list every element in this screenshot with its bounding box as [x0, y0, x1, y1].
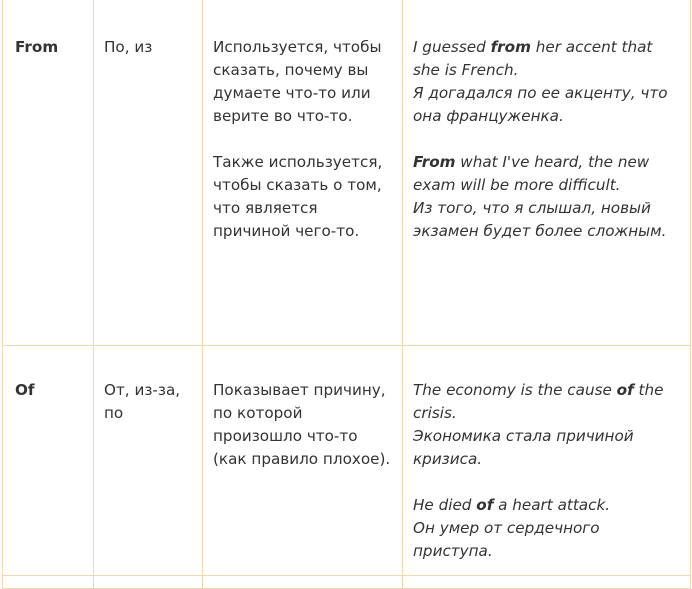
usage-text: Показывает причину, по которой произошло что-то (как правило плохое).	[213, 381, 391, 468]
example-en	[413, 379, 680, 425]
example-en-after: what I've heard, the new exam will be more difficult.	[413, 153, 650, 194]
empty-cell	[203, 576, 403, 589]
paragraph-gap	[413, 471, 680, 494]
example-ru: Экономика стала причиной кризиса.	[413, 427, 634, 468]
example-en-before: He died	[413, 496, 477, 514]
preposition-table	[2, 0, 691, 589]
paragraph-gap	[413, 128, 680, 151]
usage-text: Также используется, чтобы сказать о том, что является причиной чего-то.	[213, 153, 383, 240]
paragraph-gap	[213, 128, 392, 151]
example-keyword: of	[616, 381, 634, 399]
empty-cell	[3, 576, 94, 589]
usage-cell	[203, 0, 403, 346]
example-en-before: I guessed	[413, 38, 491, 56]
examples-cell	[403, 0, 691, 346]
example-en	[413, 494, 680, 517]
example-keyword: of	[476, 496, 494, 514]
table-row	[3, 0, 691, 346]
example-keyword: from	[490, 38, 531, 56]
example-en-before: The economy is the cause	[413, 381, 617, 399]
example-en-after: a heart attack.	[493, 496, 611, 514]
table-row	[3, 346, 691, 576]
translation-cell: По, из	[94, 0, 203, 346]
example-en-after: the crisis.	[413, 381, 664, 422]
empty-cell	[94, 576, 203, 589]
word-cell: From	[3, 0, 94, 346]
example-en	[413, 151, 680, 197]
translation-cell: От, из-за, по	[94, 346, 203, 576]
usage-text: Используется, чтобы сказать, почему вы думаете что-то или верите во что-то.	[213, 38, 382, 125]
word-cell: Of	[3, 346, 94, 576]
empty-cell	[403, 576, 691, 589]
usage-cell	[203, 346, 403, 576]
table-row-partial	[3, 576, 691, 589]
example-keyword: From	[413, 153, 456, 171]
examples-cell	[403, 346, 691, 576]
example-ru: Я догадался по ее акценту, что она француженка.	[413, 84, 668, 125]
example-ru: Из того, что я слышал, новый экзамен будет более сложным.	[413, 199, 667, 240]
example-en-after: her accent that she is French.	[413, 38, 653, 79]
example-en	[413, 36, 680, 82]
example-ru: Он умер от сердечного приступа.	[413, 519, 600, 560]
